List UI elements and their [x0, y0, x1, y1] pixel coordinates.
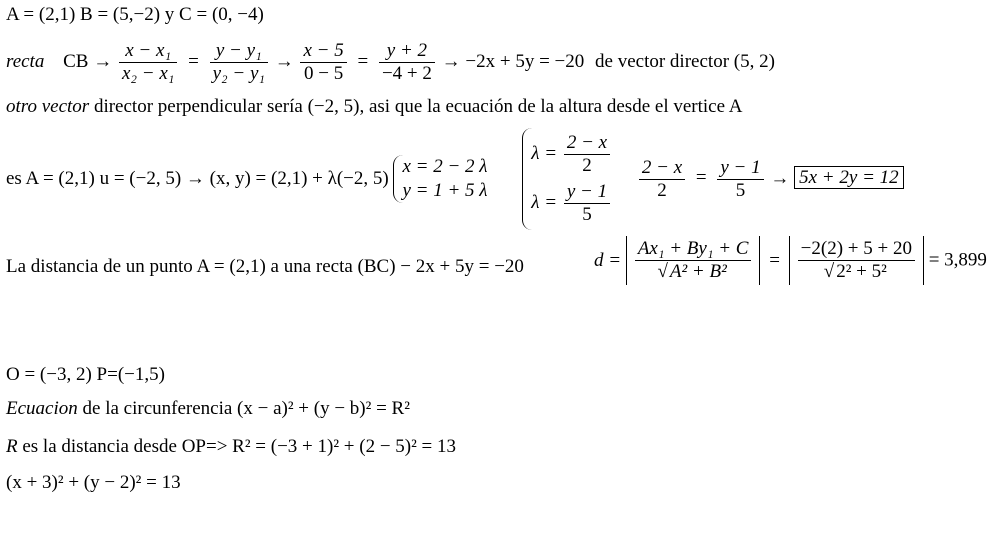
- fraction-x-values: $\frac{x - 5}{0 - 5}$: [300, 40, 346, 85]
- distance-formula: d = $\frac{\text{Ax₁ + By₁ + C}}{\text{√ A² + B²}}$ = $\frac{-2(2) + 5 + 20}{\text{√ 2² + 5²}}$ = 3,899: [594, 236, 987, 285]
- fraction-y-values: $\frac{y + 2}{-4 + 2}$: [379, 40, 435, 85]
- lambda-system: λ = $\frac{2 - x}{2}$ λ = $\frac{y - 1}{5}$: [522, 128, 612, 230]
- recta-label: recta: [6, 50, 45, 72]
- boxed-altitude-equation: 5x + 2y = 12: [794, 166, 904, 189]
- circle-equation-general: Ecuacion de la circunferencia (x − a)² + (y − b)² = R²: [6, 398, 410, 419]
- fraction-y: $\frac{\text{y − y₁}}{\text{y₂ − y₁}}$: [210, 40, 268, 85]
- cb-arrow: CB →: [63, 50, 113, 72]
- distance-text: La distancia de un punto A = (2,1) a una recta (BC) − 2x + 5y = −20: [6, 256, 524, 277]
- equated-lambdas: $\frac{2 - x}{2}$ = $\frac{y - 1}{5}$ → 5x + 2y = 12: [637, 157, 904, 202]
- radius-computation: R es la distancia desde OP=> R² = (−3 + 1)² + (2 − 5)² = 13: [6, 436, 457, 457]
- perpendicular-vector-text: otro vector director perpendicular sería (−2, 5), asi que la ecuación de la altura desde el vertice A: [6, 96, 743, 117]
- altitude-derivation: es A = (2,1) u = (−2, 5) → (x, y) = (2,1) + λ(−2, 5) x = 2 − 2 λ y = 1 + 5 λ λ = $\frac{2 - x}{2}$ λ = $\frac{y - 1}{5}$ $\frac{2 - x}{2}$ = $\frac{y - 1}{5}$ → 5x + 2y = 12: [6, 128, 904, 230]
- director-vector: de vector director (5, 2): [595, 50, 775, 72]
- line-result: → −2x + 5y = −20: [441, 50, 585, 72]
- points-definition: A = (2,1) B = (5,−2) y C = (0, −4): [6, 4, 264, 25]
- circle-points: O = (−3, 2) P=(−1,5): [6, 364, 165, 385]
- line-cb-equation: recta CB → $\frac{\text{x − x₁}}{\text{x₂ − x₁}}$ = $\frac{\text{y − y₁}}{\text{y₂ − y₁}}$ → $\frac{x - 5}{0 - 5}$ = $\frac{y + 2}{-4 + 2}$ → −2x + 5y = −20 de vector director (5, 2): [6, 40, 775, 84]
- parametric-system: x = 2 − 2 λ y = 1 + 5 λ: [393, 155, 487, 203]
- circle-equation-final: (x + 3)² + (y − 2)² = 13: [6, 472, 181, 493]
- fraction-x: $\frac{\text{x − x₁}}{\text{x₂ − x₁}}$: [119, 40, 177, 85]
